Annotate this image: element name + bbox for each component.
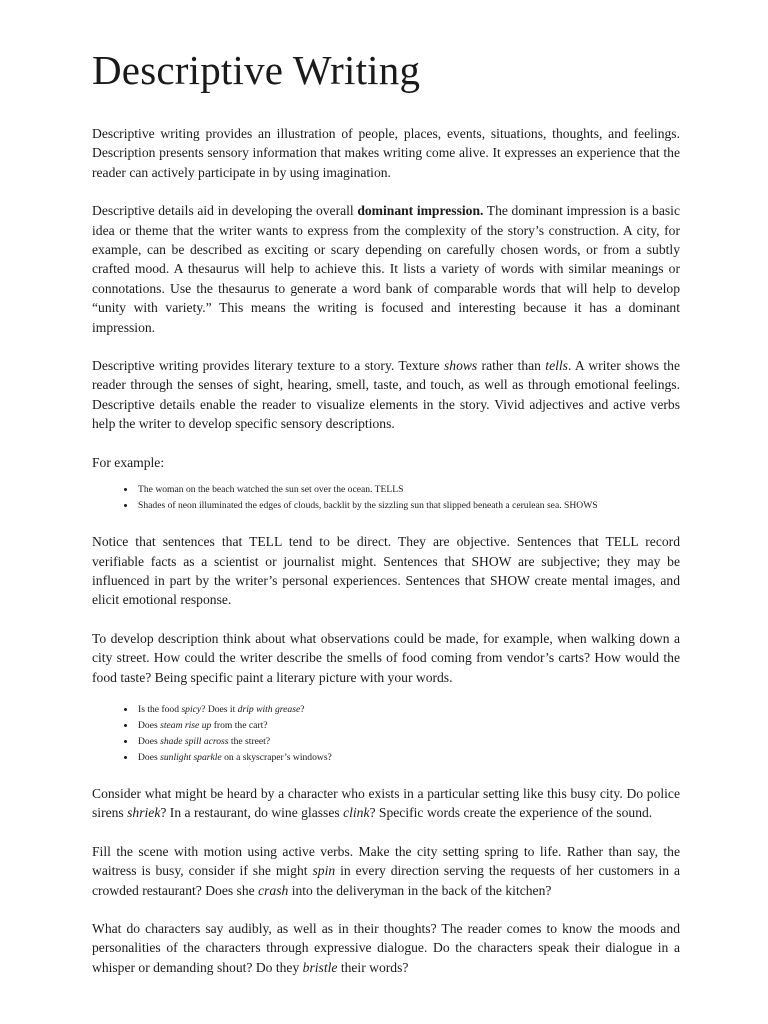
emphasis: steam rise up: [160, 719, 212, 731]
paragraph-intro: [92, 124, 680, 182]
paragraph-dominant-impression: [92, 201, 680, 337]
text-run: on a skyscraper’s windows?: [221, 751, 332, 763]
paragraph-dialogue: [92, 919, 680, 977]
text-run: Does: [138, 719, 161, 731]
example-list: [92, 482, 680, 514]
text-run: To develop description think about what observations could be made, for example, when walking down a city street. How could the writer describe the smells of food coming from vendor’s carts? How would the food taste? Being specific paint a literary picture with your words.: [92, 630, 680, 685]
text-run: Is the food: [138, 703, 182, 715]
emphasis-clink: clink: [343, 805, 370, 821]
list-item: [136, 702, 680, 718]
paragraph-motion: [92, 842, 680, 900]
emphasis-shriek: shriek: [127, 805, 161, 821]
text-run: Does: [138, 735, 161, 747]
emphasis-spin: spin: [312, 863, 336, 879]
paragraph-sound: [92, 784, 680, 823]
text-run: ? In a restaurant, do wine glasses: [160, 805, 344, 821]
text-run: from the cart?: [211, 719, 268, 731]
list-item: • The woman on the beach watched the sun set over the ocean. TELLS: [136, 482, 680, 498]
paragraph-tell-show: [92, 532, 680, 610]
list-item: [136, 750, 680, 766]
emphasis: drip with grease: [237, 703, 301, 715]
paragraph-observations: [92, 629, 680, 687]
text-run: Descriptive details aid in developing the overall: [92, 203, 358, 219]
text-run: Notice that sentences that TELL tend to be direct. They are objective. Sentences that TELL record verifiable facts as a scientist or journalist might. Sentences that SHOW are subjective; they may be influenced in part by the writer’s personal experiences. Sentences that SHOW create mental images, and elicit emotional response.: [92, 534, 680, 608]
emphasis-shows: shows: [443, 358, 478, 374]
text-run: ? Specific words create the experience of the sound.: [369, 805, 653, 821]
text-run: ? Does it: [201, 703, 238, 715]
text-run: into the deliveryman in the back of the kitchen?: [288, 882, 552, 898]
text-run: What do characters say audibly, as well as in their thoughts? The reader comes to know the moods and personalities of the characters through expressive dialogue. Do the characters speak their dialogue in a whisper or demanding shout? Do they: [92, 920, 680, 975]
text-run: Descriptive writing provides literary texture to a story. Texture: [92, 358, 444, 374]
emphasis-bristle: bristle: [302, 959, 338, 975]
question-list: [92, 702, 680, 766]
text-run: Does: [138, 751, 161, 763]
list-item: [136, 718, 680, 734]
text-run: ?: [300, 703, 305, 715]
text-run: their words?: [337, 959, 409, 975]
text-run: Fill the scene with motion using active verbs. Make the city setting spring to life. Rather than say, the waitress is busy, consider if she might: [92, 843, 680, 879]
paragraph-intro-text: Descriptive writing provides an illustration of people, places, events, situations, thoughts, and feelings. Description presents sensory information that makes writing come alive. It expresses an experience that the reader can actively participate in by using imagination.: [92, 126, 680, 180]
text-run: in every direction serving the requests of her customers in a crowded restaurant? Does she: [92, 863, 680, 898]
emphasis: spicy: [181, 703, 202, 715]
emphasis-crash: crash: [258, 882, 289, 898]
emphasis: sunlight sparkle: [160, 751, 222, 763]
emphasis-tells: tells: [545, 358, 568, 374]
text-run: rather than: [477, 358, 546, 374]
for-example-label: For example:: [92, 454, 165, 470]
paragraph-texture: [92, 356, 680, 434]
text-run: Consider what might be heard by a character who exists in a particular setting like this busy city. Do police sirens: [92, 785, 680, 821]
page-title: Descriptive Writing: [92, 47, 421, 93]
text-run: . A writer shows the reader through the senses of sight, hearing, smell, taste, and touch, as well as through emotional feelings. Descriptive details enable the reader to visualize elements in the story. Vivid adjectives and active verbs help the writer to develop specific sensory descriptions.: [92, 358, 680, 432]
list-item: [136, 734, 680, 750]
list-item: • Shades of neon illuminated the edges of clouds, backlit by the sizzling sun that slipped beneath a cerulean sea. SHOWS: [136, 498, 680, 514]
emphasis: shade spill across: [160, 735, 229, 747]
dominant-impression-term: dominant impression.: [357, 203, 484, 219]
text-run: the street?: [228, 735, 271, 747]
text-run: The dominant impression is a basic idea or theme that the writer wants to express from the complexity of the story’s construction. A city, for example, can be described as exciting or scary depending on carefully chosen words, or from a subtly crafted mood. A thesaurus will help to achieve this. It lists a variety of words with similar meanings or connotations. Use the thesaurus to generate a word bank of comparable words that will help to develop “unity with variety.” This means the writing is focused and interesting because it has a dominant impression.: [92, 203, 680, 335]
